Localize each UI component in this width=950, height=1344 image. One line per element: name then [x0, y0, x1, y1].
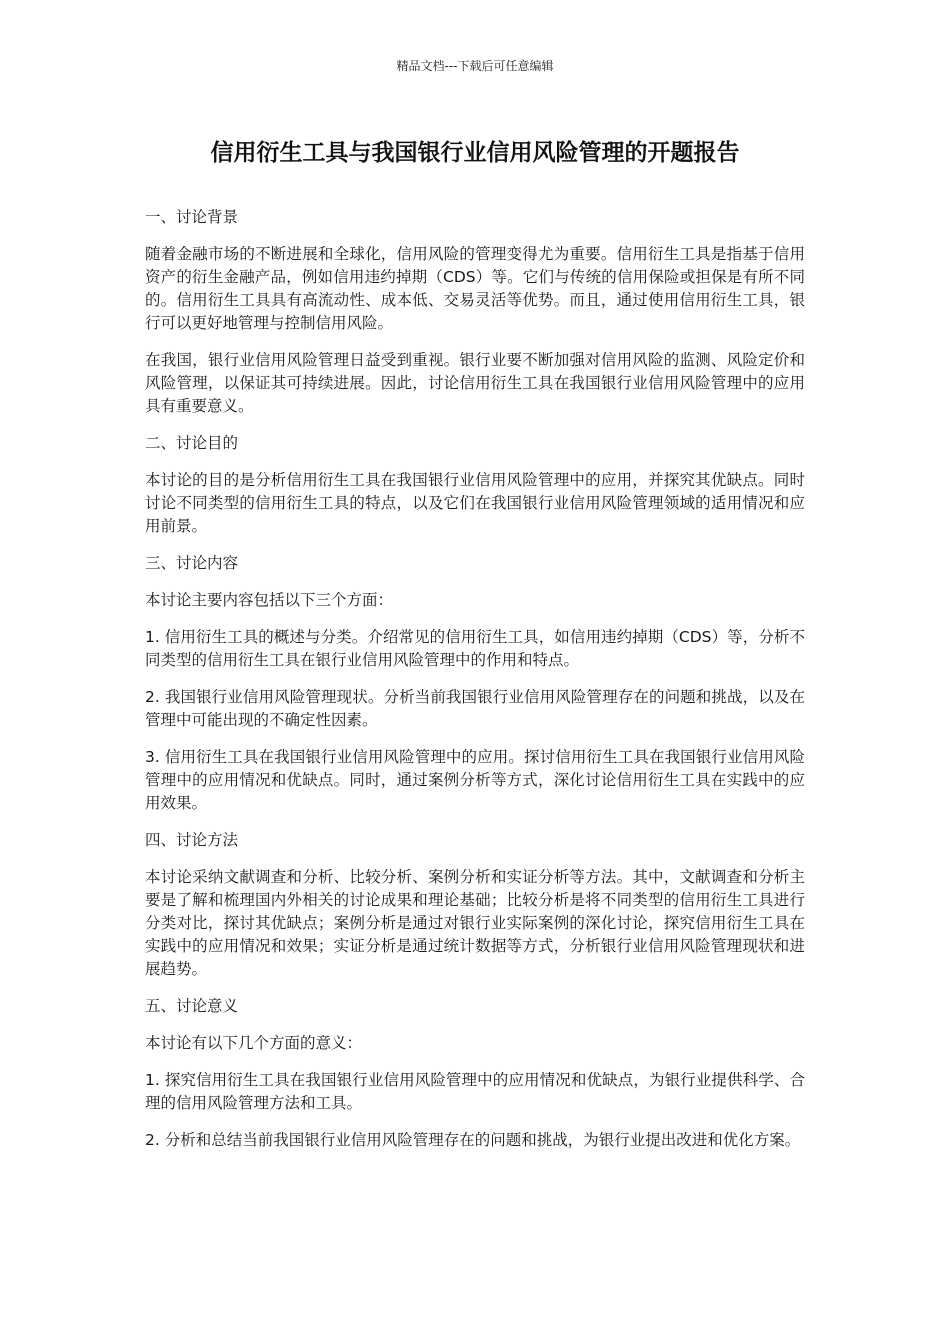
section-heading-purpose: 二、讨论目的: [145, 434, 239, 452]
section-heading-background: 一、讨论背景: [145, 208, 239, 226]
paragraph-significance-intro: 本讨论有以下几个方面的意义：: [145, 1034, 363, 1052]
paragraph-method: 本讨论采纳文献调查和分析、比较分析、案例分析和实证分析等方法。其中，文献调查和分析主要是了解和梳理国内外相关的讨论成果和理论基础；比较分析是将不同类型的信用衍生工具进行分类对比，探讨其优缺点；案例分析是通过对银行业实际案例的深化讨论，探究信用衍生工具在实践中的应用情况和效果；实证分析是通过统计数据等方式，分析银行业信用风险管理现状和进展趋势。: [145, 868, 805, 978]
paragraph-background-2: 在我国，银行业信用风险管理日益受到重视。银行业要不断加强对信用风险的监测、风险定价和风险管理，以保证其可持续进展。因此，讨论信用衍生工具在我国银行业信用风险管理中的应用具有重要意义。: [145, 351, 805, 415]
paragraph-content-intro: 本讨论主要内容包括以下三个方面：: [145, 591, 394, 609]
paragraph-content-item-1: 1. 信用衍生工具的概述与分类。介绍常见的信用衍生工具，如信用违约掉期（CDS）等，分析不同类型的信用衍生工具在银行业信用风险管理中的作用和特点。: [145, 628, 805, 669]
section-heading-content: 三、讨论内容: [145, 554, 239, 572]
paragraph-significance-item-1: 1. 探究信用衍生工具在我国银行业信用风险管理中的应用情况和优缺点，为银行业提供科学、合理的信用风险管理方法和工具。: [145, 1071, 805, 1112]
page-header: 精品文档---下载后可任意编辑: [396, 59, 554, 73]
paragraph-purpose: 本讨论的目的是分析信用衍生工具在我国银行业信用风险管理中的应用，并探究其优缺点。同时讨论不同类型的信用衍生工具的特点，以及它们在我国银行业信用风险管理领域的适用情况和应用前景。: [145, 471, 805, 535]
section-heading-significance: 五、讨论意义: [145, 997, 239, 1015]
document-title: 信用衍生工具与我国银行业信用风险管理的开题报告: [210, 140, 740, 166]
paragraph-significance-item-2: 2. 分析和总结当前我国银行业信用风险管理存在的问题和挑战，为银行业提出改进和优化方案。: [145, 1131, 801, 1149]
section-heading-method: 四、讨论方法: [145, 831, 239, 849]
paragraph-content-item-2: 2. 我国银行业信用风险管理现状。分析当前我国银行业信用风险管理存在的问题和挑战，以及在管理中可能出现的不确定性因素。: [145, 688, 805, 729]
paragraph-content-item-3: 3. 信用衍生工具在我国银行业信用风险管理中的应用。探讨信用衍生工具在我国银行业信用风险管理中的应用情况和优缺点。同时，通过案例分析等方式，深化讨论信用衍生工具在实践中的应用效果。: [145, 748, 805, 812]
document-body: [145, 206, 805, 1166]
paragraph-background-1: 随着金融市场的不断进展和全球化，信用风险的管理变得尤为重要。信用衍生工具是指基于信用资产的衍生金融产品，例如信用违约掉期（CDS）等。它们与传统的信用保险或担保是有所不同的。信用衍生工具具有高流动性、成本低、交易灵活等优势。而且，通过使用信用衍生工具，银行可以更好地管理与控制信用风险。: [145, 245, 805, 332]
